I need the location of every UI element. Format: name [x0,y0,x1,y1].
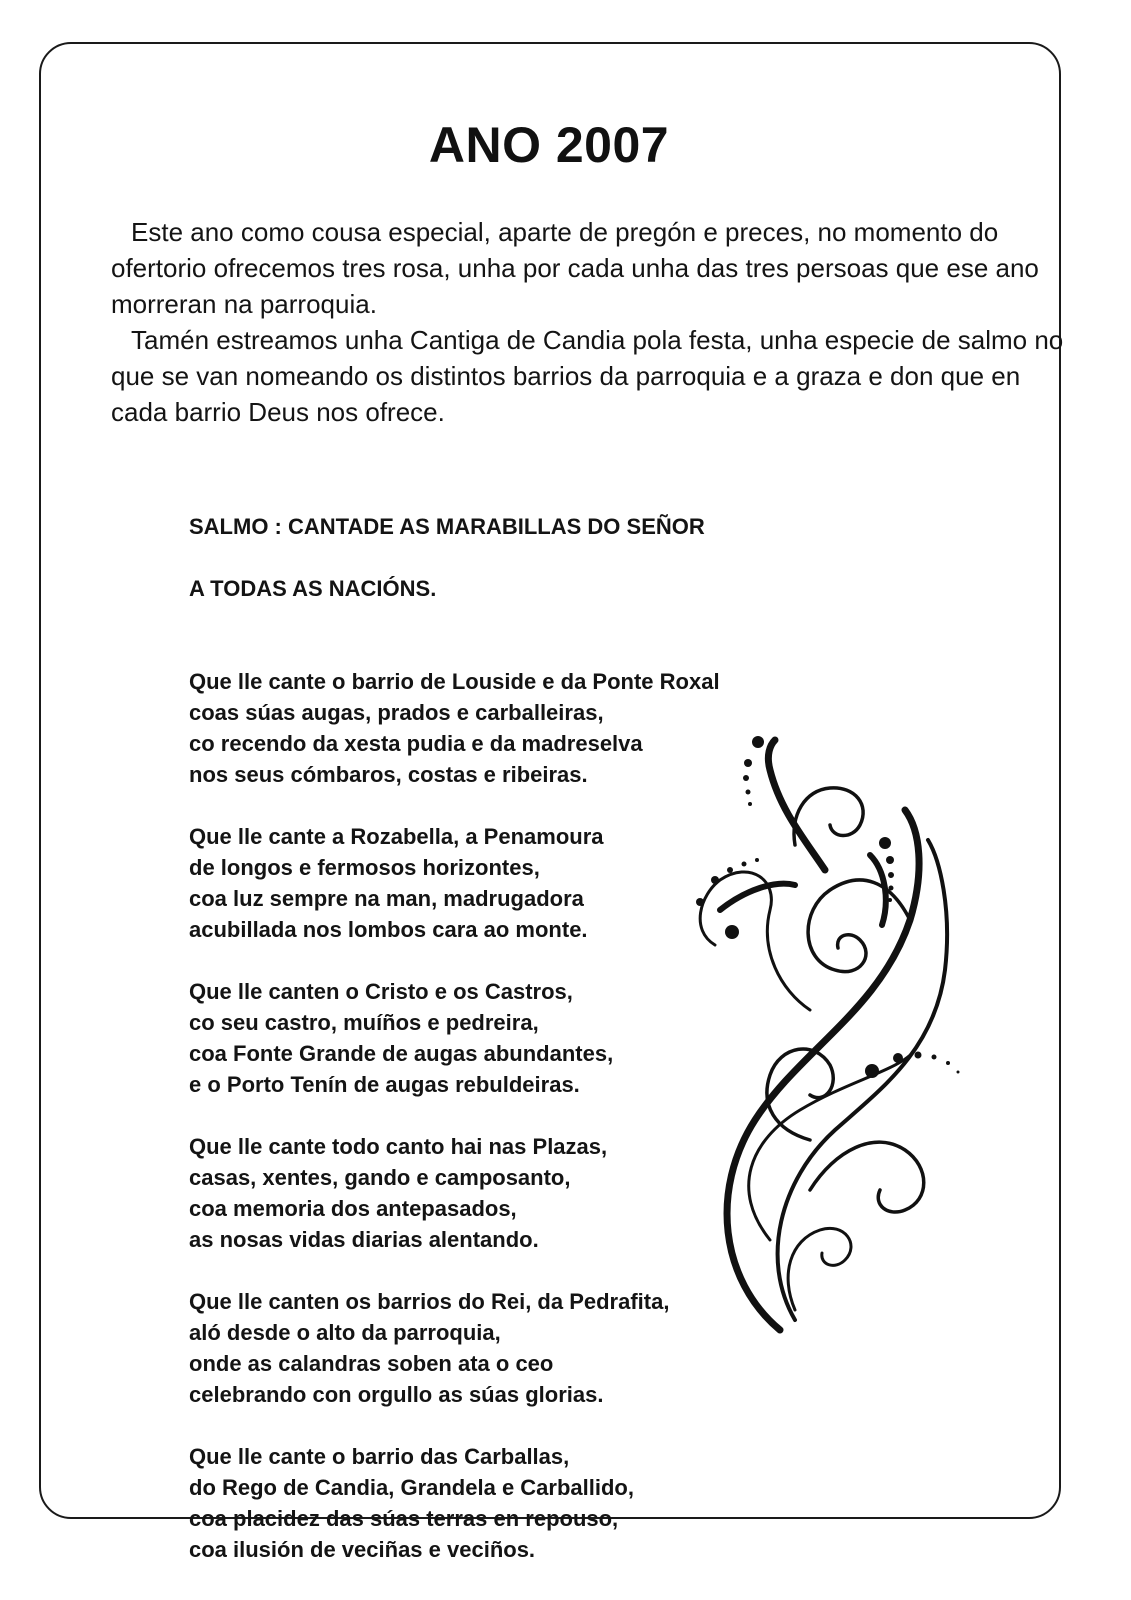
intro-paragraph-1: Este ano como cousa especial, aparte de pregón e preces, no momento do ofertorio ofrecemos tres rosa, unha por cada unha das tres persoas que ese ano morreran na parroquia. [111,217,1039,319]
verse-line: Que lle cante o barrio das Carballas, [189,1444,570,1469]
stanza-carballas [189,1441,789,1565]
verse-line: aló desde o alto da parroquia, [189,1320,501,1345]
verse-line: Que lle canten o Cristo e os Castros, [189,979,573,1004]
verse-line: e o Porto Tenín de augas rebuldeiras. [189,1072,580,1097]
verse-line: Que lle cante o barrio de Louside e da Ponte Roxal [189,669,720,694]
verse-line: Que lle cante todo canto hai nas Plazas, [189,1134,608,1159]
verse-line: coa luz sempre na man, madrugadora [189,886,584,911]
intro-paragraph-2: Tamén estreamos unha Cantiga de Candia pola festa, unha especie de salmo no que se van nomeando os distintos barrios da parroquia e a graza e don que en cada barrio Deus nos ofrece. [111,325,1064,427]
verse-line: nos seus cómbaros, costas e ribeiras. [189,762,588,787]
verse-line: coa memoria dos antepasados, [189,1196,517,1221]
verse-line: Que lle cante a Rozabella, a Penamoura [189,824,604,849]
verse-line: coas súas augas, prados e carballeiras, [189,700,604,725]
psalm-heading-line-2: A TODAS AS NACIÓNS. [189,576,437,601]
verse-line: as nosas vidas diarias alentando. [189,1227,539,1252]
page-title: ANO 2007 [428,117,670,173]
verse-line: do Rego de Candia, Grandela e Carballido, [189,1475,634,1500]
floral-swirl-ornament-icon [660,720,990,1360]
verse-line: co recendo da xesta pudia e da madreselva [189,731,643,756]
verse-line: de longos e fermosos horizontes, [189,855,540,880]
verse-line: co seu castro, muíños e pedreira, [189,1010,539,1035]
verse-line: onde as calandras soben ata o ceo [189,1351,554,1376]
verse-line: Que lle canten os barrios do Rei, da Pedrafita, [189,1289,670,1314]
verse-line: coa placidez das súas terras en repouso, [189,1506,619,1531]
verse-line: celebrando con orgullo as súas glorias. [189,1382,604,1407]
verse-line: acubillada nos lombos cara ao monte. [189,917,588,942]
intro-text [111,214,1071,430]
verse-line: casas, xentes, gando e camposanto, [189,1165,571,1190]
psalm-heading [189,480,789,635]
psalm-heading-line-1: SALMO : CANTADE AS MARABILLAS DO SEÑOR [189,514,705,539]
verse-line: coa ilusión de veciñas e veciños. [189,1537,536,1562]
verse-line: coa Fonte Grande de augas abundantes, [189,1041,614,1066]
